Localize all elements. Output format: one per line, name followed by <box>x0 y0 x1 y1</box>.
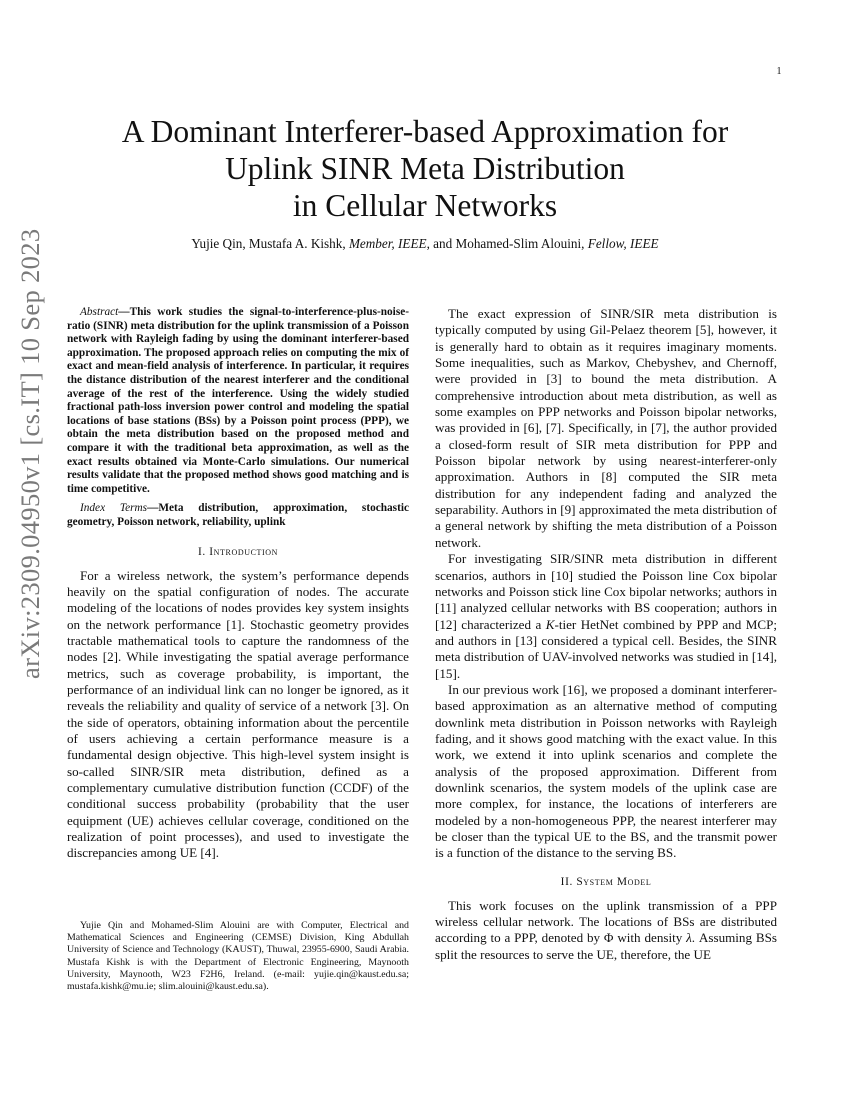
right-paragraph-2 <box>435 551 777 682</box>
index-terms-label: Index Terms <box>80 502 148 515</box>
section-numeral: I. <box>197 545 210 558</box>
author-role-2: Fellow, IEEE <box>587 236 659 251</box>
title-line-3: in Cellular Networks <box>292 188 558 223</box>
paper-title <box>60 113 790 224</box>
abstract-text: —This work studies the signal-to-interference-plus-noise-ratio (SINR) meta distribution for the uplink transmission of a Poisson network with Rayleigh fading by using the dominant interferer-based approximation. The proposed approach relies on computing the mix of exact and mean-field analysis of interference. In particular, it requires the distance distribution of the nearest interferer and the conditional average of the rest of the interference. Using the widely studied fractional path-loss inversion power control and modeling the spatial locations of base stations (BSs) by a Poisson point process (PPP), we obtain the meta distribution based on the proposed method and compare it with the traditional beta approximation, as well as the exact results obtained via Monte-Carlo simulations. Our numerical results validate that the proposed method shows good matching and is time competitive. <box>67 306 409 495</box>
title-line-2: Uplink SINR Meta Distribution <box>225 151 625 186</box>
authors-part-1: Yujie Qin, Mustafa A. Kishk, <box>191 236 349 251</box>
section-title-rest: odel <box>627 875 652 888</box>
section-initial: I <box>209 545 214 558</box>
title-line-1: A Dominant Interferer-based Approximation for <box>121 114 729 149</box>
section-heading-system-model <box>435 876 777 888</box>
section-initial: M <box>616 875 628 888</box>
paragraph-2-text-a: For investigating SIR/SINR meta distribution in different scenarios, authors in [10] studied the Poisson line Cox bipolar networks and Poisson stick line Cox bipolar networks; authors in [11] analyzed cellular networks with BS cooperation; authors in [12] characterized a <box>435 551 777 632</box>
index-terms <box>67 502 409 529</box>
section-title-rest: ystem <box>583 875 617 888</box>
paragraph-4-text-a: This work focuses on the uplink transmission of a PPP wireless cellular network. The locations of BSs are distributed according to a PPP, denoted by <box>435 897 777 946</box>
authors-part-2: , and Mohamed-Slim Alouini, <box>426 236 588 251</box>
section-heading-introduction <box>67 546 409 558</box>
right-column <box>435 306 777 963</box>
abstract <box>67 306 409 496</box>
page-number: 1 <box>776 66 782 77</box>
section-title-rest: ntroduction <box>213 545 279 558</box>
right-paragraph-4 <box>435 898 777 963</box>
math-symbol-lambda: λ <box>686 930 692 946</box>
section-initial: S <box>576 875 584 888</box>
author-list <box>60 236 790 252</box>
paragraph-4-text-b: with density <box>613 930 687 946</box>
affiliation-footnote: Yujie Qin and Mohamed-Slim Alouini are with Computer, Electrical and Mathematical Sciences and Engineering (CEMSE) Division, King Abdullah University of Science and Technology (KAUST), Thuwal, 23955-6900, Saudi Arabia. Mustafa Kishk is with the Department of Electronic Engineering, Maynooth University, Maynooth, W23 F2H6, Ireland. (e-mail: yujie.qin@kaust.edu.sa; mustafa.kishk@mu.ie; slim.alouini@kaust.edu.sa). <box>67 920 409 993</box>
arxiv-identifier: arXiv:2309.04950v1 [cs.IT] 10 Sep 2023 <box>15 228 45 679</box>
math-symbol-k: K <box>545 616 555 632</box>
left-column <box>67 306 409 862</box>
section-numeral: II. <box>560 875 577 888</box>
paragraph-2-text-b: -tier HetNet combined by PPP and MCP; and authors in [13] considered a typical cell. Besides, the SINR meta distribution of UAV-involved networks was studied in [14], [15]. <box>435 616 777 681</box>
intro-paragraph-1: For a wireless network, the system’s performance depends heavily on the spatial configuration of nodes. The accurate modeling of the locations of nodes provides key system insights on the network performance [1]. Stochastic geometry provides tractable mathematical tools to capture the randomness of the nodes [2]. While investigating the spatial average performance metrics, such as coverage probability, is important, the performance of an individual link can no longer be ignored, as it reveals the reliability and quality of service of a network [3]. On the side of operators, obtaining information about the percentile of users achieving a certain performance measure is a fundamental design objective. This high-level system insight is so-called SINR/SIR meta distribution, defined as a complementary cumulative distribution function (CCDF) of the conditional success probability (probability that the user equipment (UE) achieves cellular coverage, conditioned on the realization of point processes), and used to investigate the discrepancies among UE [4]. <box>67 567 409 861</box>
paragraph-4-text-c: . Assuming BSs split the resources to serve the UE, therefore, the UE <box>435 930 777 962</box>
index-terms-text: —Meta distribution, approximation, stochastic geometry, Poisson network, reliability, uplink <box>67 502 409 528</box>
abstract-label: Abstract <box>80 306 119 318</box>
right-paragraph-1: The exact expression of SINR/SIR meta distribution is typically computed by using Gil-Pelaez theorem [5], however, it is generally hard to obtain as it requires imaginary moments. Some inequalities, such as Markov, Chebyshev, and Chernoff, were provided in [3] to bound the meta distribution. A comprehensive introduction about meta distribution, as well as some examples on PPP networks and Poisson bipolar networks, was provided in [6], [7]. Specifically, in [7], the author provided a closed-form result of SIR meta distribution for PPP and Poisson bipolar network by using nearest-interferer-only approximation. Authors in [8] computed the SIR meta distribution for any independent fading and analyzed the separability. Authors in [9] approximated the meta distribution of a general network by shifting the meta distribution of a Poisson network. <box>435 306 777 550</box>
author-role-1: Member, IEEE <box>348 236 427 251</box>
right-paragraph-3: In our previous work [16], we proposed a dominant interferer-based approximation as an alternative method of computing downlink meta distribution in Poisson networks with Rayleigh fading, and it shows good matching with the exact value. In this work, we extend it into uplink scenarios and complete the analysis of the proposed approximation. Different from downlink scenarios, the system models of the uplink case are more complex, for instance, the locations of interferers are modeled by a non-homogeneous PPP, the nearest interferer may be closer than the typical UE to the BS, and the transmit power is a function of the distance to the serving BS. <box>435 681 777 861</box>
math-symbol-phi: Φ <box>603 930 614 946</box>
